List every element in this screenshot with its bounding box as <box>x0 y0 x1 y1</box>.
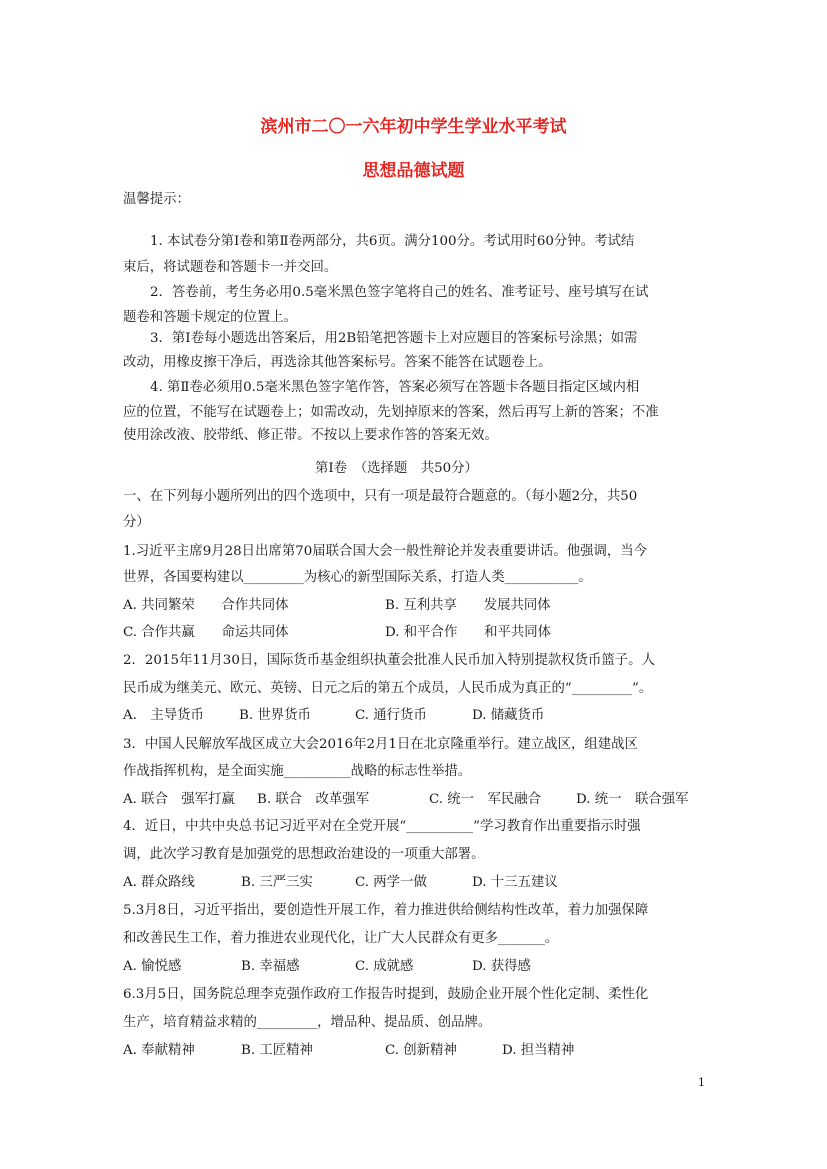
option-c[interactable]: C. 成就感 <box>355 959 414 974</box>
option-a[interactable]: A. 共同繁荣 合作共同体 <box>123 598 289 613</box>
question-5-text: 5.3月8日，习近平指出，要创造性开展工作，着力推进供给侧结构性改革，着力加强保障 <box>123 903 649 918</box>
notice-line: 改动，用橡皮擦干净后，再选涂其他答案标号。答案不能答在试题卷上。 <box>123 355 552 370</box>
option-c[interactable]: C. 创新精神 <box>385 1043 457 1058</box>
page-number: 1 <box>698 1076 705 1089</box>
section-instruction: 分） <box>123 515 150 530</box>
option-c[interactable]: C. 合作共赢 命运共同体 <box>123 625 289 640</box>
question-1-options <box>123 624 723 642</box>
section-title: 第Ⅰ卷 （选择题 共50分） <box>315 461 478 476</box>
question-1-options <box>123 597 723 615</box>
option-b[interactable]: B. 世界货币 <box>239 708 311 723</box>
notice-line: 应的位置，不能写在试题卷上；如需改动，先划掉原来的答案，然后再写上新的答案；不准 <box>123 405 659 420</box>
question-2-text: 2．2015年11月30日，国际货币基金组织执董会批准人民币加入特别提款权货币篮子。人 <box>123 653 655 668</box>
option-d[interactable]: D. 储藏货币 <box>472 708 545 723</box>
option-b[interactable]: B. 互利共享 发展共同体 <box>385 598 551 613</box>
option-b[interactable]: B. 三严三实 <box>241 875 313 890</box>
question-6-text: 6.3月5日，国务院总理李克强作政府工作报告时提到，鼓励企业开展个性化定制、柔性化 <box>123 987 649 1002</box>
question-3-options <box>123 791 723 809</box>
question-3-text: 3．中国人民解放军战区成立大会2016年2月1日在北京隆重举行。建立战区，组建战区 <box>123 737 638 752</box>
option-c[interactable]: C. 两学一做 <box>355 875 427 890</box>
question-5-options <box>123 958 723 976</box>
exam-title: 滨州市二〇一六年初中学生学业水平考试 <box>260 117 567 137</box>
question-6-options <box>123 1042 723 1060</box>
question-1-text: 1.习近平主席9月28日出席第70届联合国大会一般性辩论并发表重要讲话。他强调，当今 <box>123 544 648 559</box>
option-c[interactable]: C. 统一 军民融合 <box>429 792 542 807</box>
option-a[interactable]: A. 群众路线 <box>123 875 195 890</box>
option-d[interactable]: D. 担当精神 <box>502 1043 575 1058</box>
option-a[interactable]: A. 愉悦感 <box>123 959 182 974</box>
notice-line: 4. 第Ⅱ卷必须用0.5毫米黑色签字笔作答，答案必须写在答题卡各题目指定区域内相 <box>150 380 640 395</box>
option-b[interactable]: B. 幸福感 <box>241 959 300 974</box>
notice-line: 1. 本试卷分第Ⅰ卷和第Ⅱ卷两部分，共6页。满分100分。考试用时60分钟。考试结 <box>150 234 635 249</box>
question-4-text: 4．近日，中共中央总书记习近平对在全党开展“__________”学习教育作出重要指示时强 <box>123 819 641 834</box>
option-d[interactable]: D. 统一 联合强军 <box>576 792 689 807</box>
notice-line: 题卷和答题卡规定的位置上。 <box>123 310 298 325</box>
question-2-text: 民币成为继美元、欧元、英镑、日元之后的第五个成员，人民币成为真正的“_________”。 <box>123 681 653 696</box>
notice-heading: 温馨提示： <box>123 192 190 207</box>
option-a[interactable]: A. 联合 强军打赢 <box>123 792 235 807</box>
option-d[interactable]: D. 和平合作 和平共同体 <box>385 625 552 640</box>
option-d[interactable]: D. 获得感 <box>472 959 531 974</box>
question-2-options <box>123 707 723 725</box>
option-b[interactable]: B. 联合 改革强军 <box>257 792 370 807</box>
option-c[interactable]: C. 通行货币 <box>355 708 427 723</box>
notice-line: 使用涂改液、胶带纸、修正带。不按以上要求作答的答案无效。 <box>123 428 498 443</box>
option-d[interactable]: D. 十三五建议 <box>472 875 558 890</box>
exam-subtitle: 思想品德试题 <box>362 161 465 181</box>
notice-line: 2．答卷前，考生务必用0.5毫米黑色签字笔将自己的姓名、准考证号、座号填写在试 <box>150 285 649 300</box>
question-4-text: 调，此次学习教育是加强党的思想政治建设的一项重大部署。 <box>123 847 485 862</box>
option-a[interactable]: A. 奉献精神 <box>123 1043 195 1058</box>
question-1-text: 世界，各国要构建以_________为核心的新型国际关系，打造人类___________。 <box>123 570 592 585</box>
notice-line: 束后，将试题卷和答题卡一并交回。 <box>123 260 338 275</box>
question-3-text: 作战指挥机构，是全面实施__________战略的标志性举措。 <box>123 764 472 779</box>
option-b[interactable]: B. 工匠精神 <box>241 1043 313 1058</box>
option-a[interactable]: A. 主导货币 <box>123 708 204 723</box>
question-4-options <box>123 874 723 892</box>
question-5-text: 和改善民生工作，着力推进农业现代化，让广大人民群众有更多_______。 <box>123 931 559 946</box>
notice-line: 3．第Ⅰ卷每小题选出答案后，用2B铅笔把答题卡上对应题目的答案标号涂黑；如需 <box>150 331 638 346</box>
section-instruction: 一、在下列每小题所列出的四个选项中，只有一项是最符合题意的。（每小题2分，共50 <box>123 489 638 504</box>
question-6-text: 生产，培育精益求精的_________，增品种、提品质、创品牌。 <box>123 1015 492 1030</box>
